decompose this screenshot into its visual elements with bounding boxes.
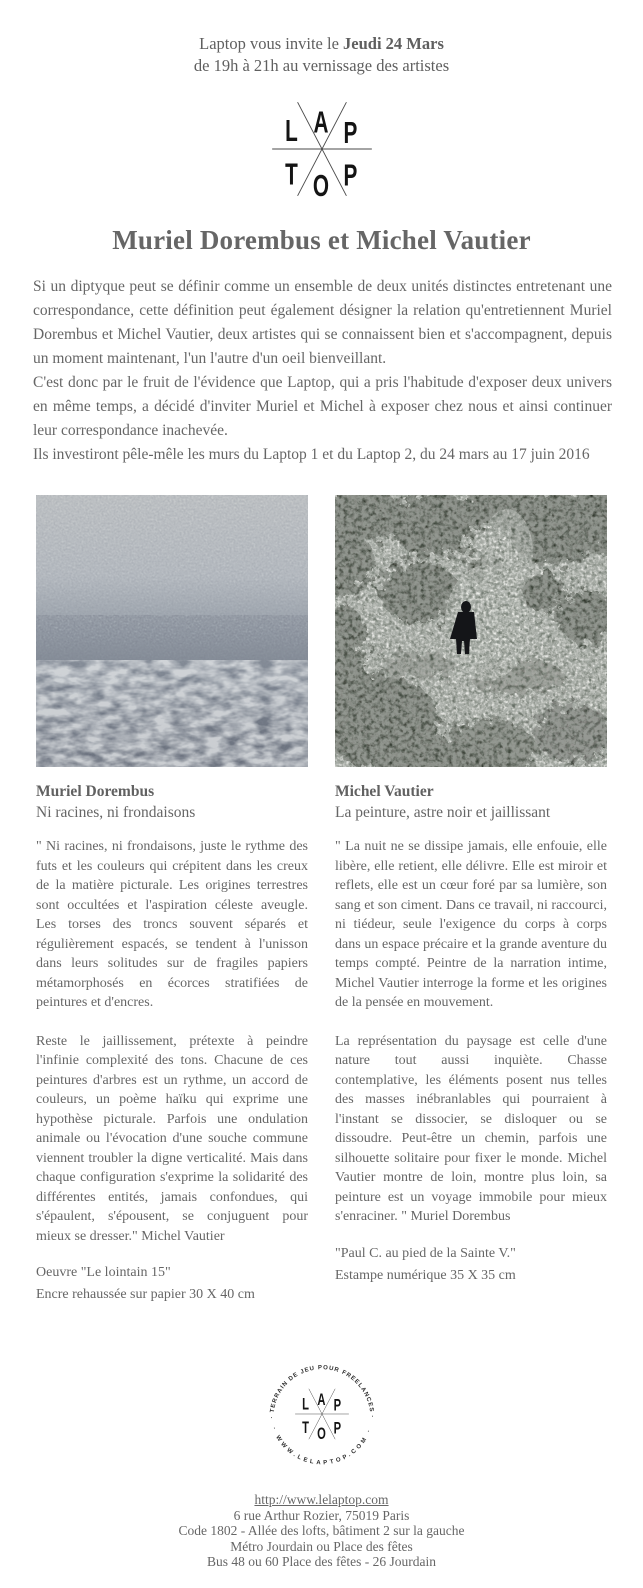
- laptop-stamp-logo: [258, 1350, 386, 1478]
- artwork-image-le-lointain: [36, 495, 308, 767]
- intro-paragraph-2: C'est donc par le fruit de l'évidence que Laptop, qui a pris l'habitude d'exposer deux univers en même temps, a décidé d'inviter Muriel et Michel à exposer chez nous et ainsi continuer leur correspondance inachevée.: [33, 374, 612, 439]
- footer-metro: Métro Jourdain ou Place des fêtes: [230, 1538, 413, 1554]
- column-michel-vautier: [335, 495, 607, 1306]
- intro-paragraph-3: Ils investiront pêle-mêle les murs du Laptop 1 et du Laptop 2, du 24 mars au 17 juin 2016: [33, 446, 590, 463]
- artist-name-muriel: Muriel Dorembus: [36, 783, 155, 800]
- stamp-letter-a: A: [316, 1390, 325, 1409]
- laptop-logo: [271, 90, 373, 208]
- left-caption-medium: Encre rehaussée sur papier 30 X 40 cm: [36, 1287, 255, 1302]
- logo-letter-t: T: [284, 156, 298, 192]
- left-paragraph-2: Reste le jaillissement, prétexte à peindre l'infinie complexité des tons. Chacune de ces peintures d'arbres est un rythme, un accord de couleurs, un poème haïku qui exprime une hypothèse picturale. Parfois une ondulation animale ou l'évocation d'une souche commune viennent troubler la digne verticalité. Mais dans chaque configuration s'exprime la solidarité des différentes entités, jamais confondues, qui s'épaulent, s'épousent, se conjuguent pour mieux se dresser." Michel Vautier: [36, 1033, 308, 1244]
- footer-bus: Bus 48 ou 60 Place des fêtes - 26 Jourdain: [206, 1554, 437, 1569]
- right-paragraph-2: La représentation du paysage est celle d'une nature tout aussi inquiète. Chasse contemplative, les éléments posent nus telles des masses inébranlables qui pourraient à l'instant se dissocier, se disloquer ou se dissoudre. Peut-être un chemin, parfois une silhouette solitaire pour fixer le monde. Michel Vautier montre de loin, montre plus loin, sa peinture est un voyage immobile pour mieux s'enraciner. " Muriel Dorembus: [335, 1033, 607, 1224]
- artist-text-left: [36, 837, 308, 1246]
- footer-address: 6 rue Arthur Rozier, 75019 Paris: [233, 1507, 410, 1523]
- footer: [0, 1492, 643, 1588]
- stamp-arc-top-text: · TERRAIN DE JEU POUR FREELANCES ·: [269, 1365, 374, 1419]
- stamp-arc-bottom-text: · WWW.LELAPTOP.COM ·: [269, 1426, 374, 1467]
- logo-letter-o: O: [312, 167, 329, 203]
- artist-subtitle-michel: La peinture, astre noir et jaillissant: [335, 804, 551, 821]
- invite-header: [0, 33, 643, 77]
- artist-name-michel: Michel Vautier: [335, 783, 434, 800]
- artist-heading-left: [36, 781, 308, 823]
- logo-letter-a: A: [312, 104, 328, 140]
- column-muriel-dorembus: [36, 495, 308, 1306]
- stamp-letter-p: P: [333, 1395, 341, 1415]
- left-paragraph-1: " Ni racines, ni frondaisons, juste le rythme des futs et les couleurs qui crépitent dans les creux de la matière picturale. Les origines terrestres sont occultées et l'aspiration céleste aveugle. Les torses des troncs souvent séparés et régulièrement espacés, se tendent à l'unisson dans leurs solitudes sur de fragiles papiers métamorphosés en écorces stratifiées de peintures et d'encres.: [36, 839, 308, 1010]
- stamp-star-logo: [295, 1389, 349, 1443]
- stamp-letter-l: L: [301, 1394, 309, 1414]
- footer-access-code: Code 1802 - Allée des lofts, bâtiment 2 sur la gauche: [178, 1523, 465, 1538]
- stamp-letter-o: O: [316, 1424, 326, 1443]
- artist-text-right: [335, 837, 607, 1227]
- intro-paragraph-1: Si un diptyque peut se définir comme un ensemble de deux unités distinctes entretenant une correspondance, cette définition peut également désigner la relation qu'entretiennent Muriel Dorembus et Michel Vautier, deux artistes qui se connaissent bien et s'accompagnent, depuis un moment maintenant, l'un l'autre d'un oeil bienveillant.: [33, 278, 612, 367]
- invite-line1: [0, 33, 643, 55]
- page-title: Muriel Dorembus et Michel Vautier: [112, 225, 531, 255]
- logo-letter-p: P: [343, 114, 357, 150]
- right-caption-title: "Paul C. au pied de la Sainte V.": [335, 1245, 516, 1261]
- stamp-letter-t: T: [301, 1417, 309, 1437]
- left-caption-title: Oeuvre "Le lointain 15": [36, 1265, 171, 1280]
- logo-letter-l: L: [284, 112, 298, 148]
- website-link[interactable]: http://www.lelaptop.com: [254, 1492, 389, 1507]
- invite-line1-prefix: Laptop vous invite le: [199, 34, 344, 53]
- artists-columns: [0, 495, 643, 1306]
- right-caption-medium: Estampe numérique 35 X 35 cm: [335, 1267, 516, 1283]
- logo-letter-p2: P: [343, 157, 357, 193]
- artist-heading-right: [335, 781, 607, 823]
- artwork-caption-right: [335, 1243, 607, 1287]
- artwork-caption-left: [36, 1262, 308, 1306]
- artwork-image-paul-c: [335, 495, 607, 767]
- intro-text: [0, 275, 643, 467]
- artist-subtitle-muriel: Ni racines, ni frondaisons: [36, 804, 196, 821]
- invite-date: Jeudi 24 Mars: [343, 34, 444, 53]
- right-paragraph-1: " La nuit ne se dissipe jamais, elle enfouie, elle libère, elle retient, elle délivre. Elle est miroir et reflets, elle est un cœur foré par sa lumière, son sang et son ciment. Dans ce travail, ni raccourci, ni tiédeur, seule l'exigence du corps à corps dans un espace précaire et la grande aventure du temps compté. Peintre de la narration intime, Michel Vautier interroge la forme et les origines de la pensée en mouvement.: [335, 839, 607, 1010]
- invite-line2: de 19h à 21h au vernissage des artistes: [193, 56, 450, 75]
- stamp-letter-p2: P: [333, 1418, 341, 1438]
